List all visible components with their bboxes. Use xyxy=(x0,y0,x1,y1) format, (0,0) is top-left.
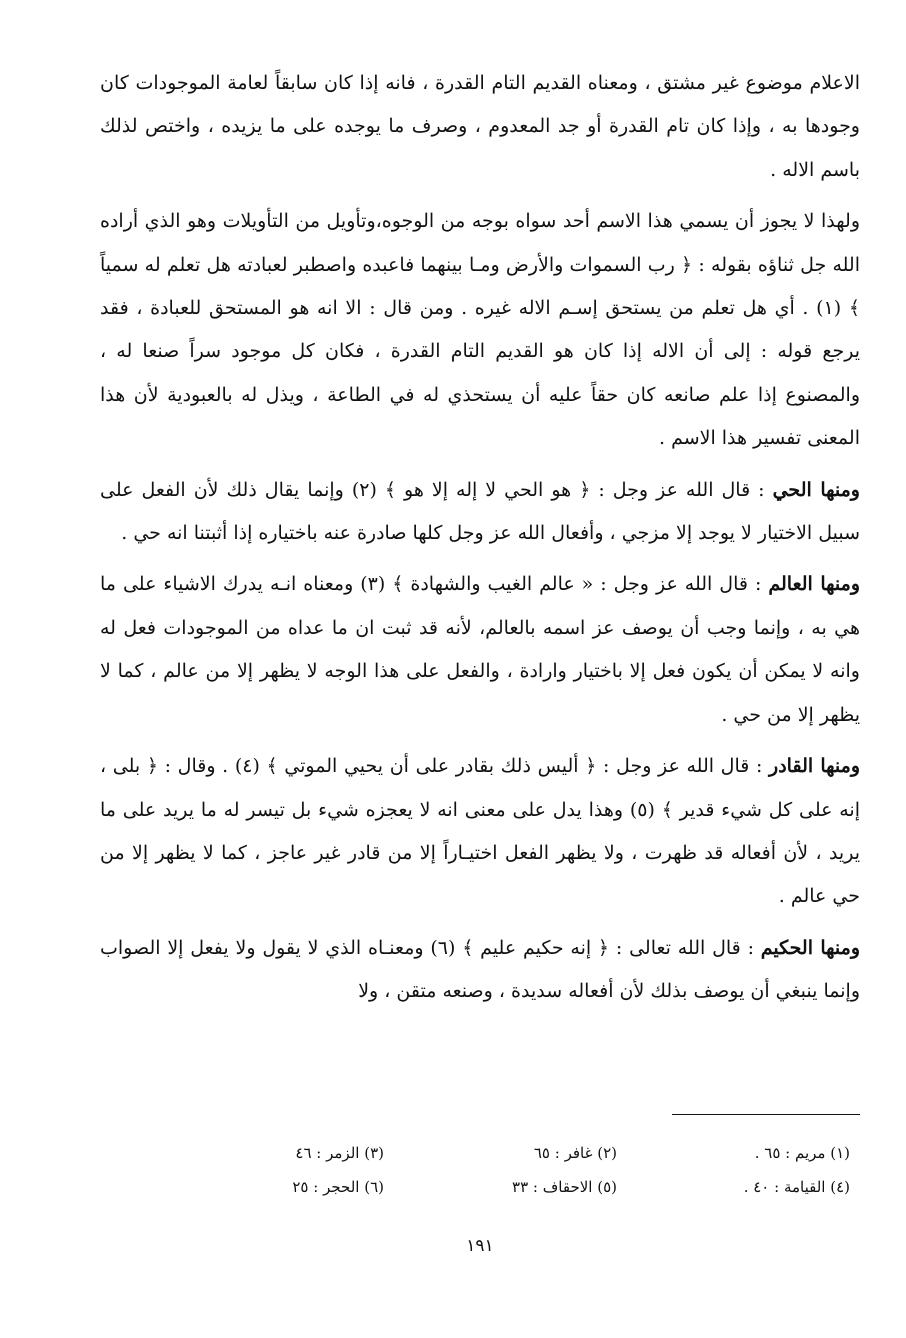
main-text xyxy=(100,62,860,1014)
footnote-4: (٤) القيامة : ٤٠ . xyxy=(743,1178,850,1196)
paragraph-text: : قال الله تعالى : ﴿ إنه حكيم عليم ﴾ (٦) ومعنـاه الذي لا يقول ولا يفعل إلا الصواب وإنما ينبغي أن يوصف بذلك لأن أفعاله سديدة ، وصنعه متقن ، ولا xyxy=(100,936,860,1003)
paragraph-al-hakim xyxy=(100,927,860,1014)
paragraph-1 xyxy=(100,62,860,192)
paragraph-text: ولهذا لا يجوز أن يسمي هذا الاسم أحد سواه بوجه من الوجوه،وتأويل من التأويلات وهو الذي أراده الله جل ثناؤه بقوله : ﴿ رب السموات والأرض ومـا بينهما فاعبده واصطبر لعبادته هل تعلم له سمياً ﴾ (١) . أي هل تعلم من يستحق إسـم الاله غيره . ومن قال : الا انه هو المستحق للعبادة ، فقد يرجع قوله : إلى أن الاله إذا كان هو القديم التام القدرة ، فكان كل موجود سراً صنعا له ، والمصنوع إذا علم صانعه كان حقاً عليه أن يستحذي له في الطاعة ، ويذل له بالعبودية لأن هذا المعنى تفسير هذا الاسم . xyxy=(100,210,860,450)
paragraph-term: ومنها الحي xyxy=(772,478,860,501)
page-number: ١٩١ xyxy=(466,1236,494,1256)
paragraph-term: ومنها القادر xyxy=(769,755,860,778)
paragraph-2 xyxy=(100,200,860,460)
paragraph-term: ومنها الحكيم xyxy=(760,936,860,959)
footnote-5: (٥) الاحقاف : ٣٣ xyxy=(512,1178,617,1196)
footnote-3: (٣) الزمر : ٤٦ xyxy=(295,1144,384,1162)
footnote-6: (٦) الحجر : ٢٥ xyxy=(292,1178,384,1196)
paragraph-term: ومنها العالم xyxy=(768,573,860,596)
footnote-row xyxy=(150,1136,850,1170)
paragraph-text: الاعلام موضوع غير مشتق ، ومعناه القديم التام القدرة ، فانه إذا كان سابقاً لعامة الموجودات كان وجودها به ، وإذا كان تام القدرة أو جد المعدوم ، وصرف ما يوجده على ما يزيده ، واختص لذلك باسم الاله . xyxy=(100,72,860,181)
footnote-row xyxy=(150,1170,850,1204)
footnote-1: (١) مريم : ٦٥ . xyxy=(754,1144,850,1162)
paragraph-text: : قال الله عز وجل : « عالم الغيب والشهادة ﴾ (٣) ومعناه انـه يدرك الاشياء على ما هي به ، وإنما وجب أن يوصف عز اسمه بالعالم، لأنه قد ثبت ان ما عداه من الموجودات فعل له وانه لا يمكن أن يكون فعل إلا باختيار وارادة ، والفعل على هذا الوجه لا يظهر إلا من عالم ، كما لا يظهر إلا من حي . xyxy=(100,573,860,726)
footnotes xyxy=(150,1136,850,1204)
footnote-2: (٢) غافر : ٦٥ xyxy=(533,1144,617,1162)
paragraph-al-alim xyxy=(100,563,860,737)
paragraph-text: : قال الله عز وجل : ﴿ هو الحي لا إله إلا هو ﴾ (٢) وإنما يقال ذلك لأن الفعل على سبيل الاختيار لا يوجد إلا مزجي ، وأفعال الله عز وجل كلها صادرة عنه باختياره إذا أثبتنا انه حي . xyxy=(100,478,860,545)
footnote-divider xyxy=(672,1114,860,1115)
paragraph-al-qadir xyxy=(100,745,860,919)
paragraph-al-hayy xyxy=(100,469,860,556)
paragraph-text: : قال الله عز وجل : ﴿ أليس ذلك بقادر على أن يحيي الموتي ﴾ (٤) . وقال : ﴿ بلى ، إنه على كل شيء قدير ﴾ (٥) وهذا يدل على معنى انه لا يعجزه شيء بل تيسر له ما يريد على ما يريد ، لأن أفعاله قد ظهرت ، ولا يظهر الفعل اختيـاراً إلا من قادر غير عاجز ، كما لا يظهر إلا من حي عالم . xyxy=(100,755,860,908)
